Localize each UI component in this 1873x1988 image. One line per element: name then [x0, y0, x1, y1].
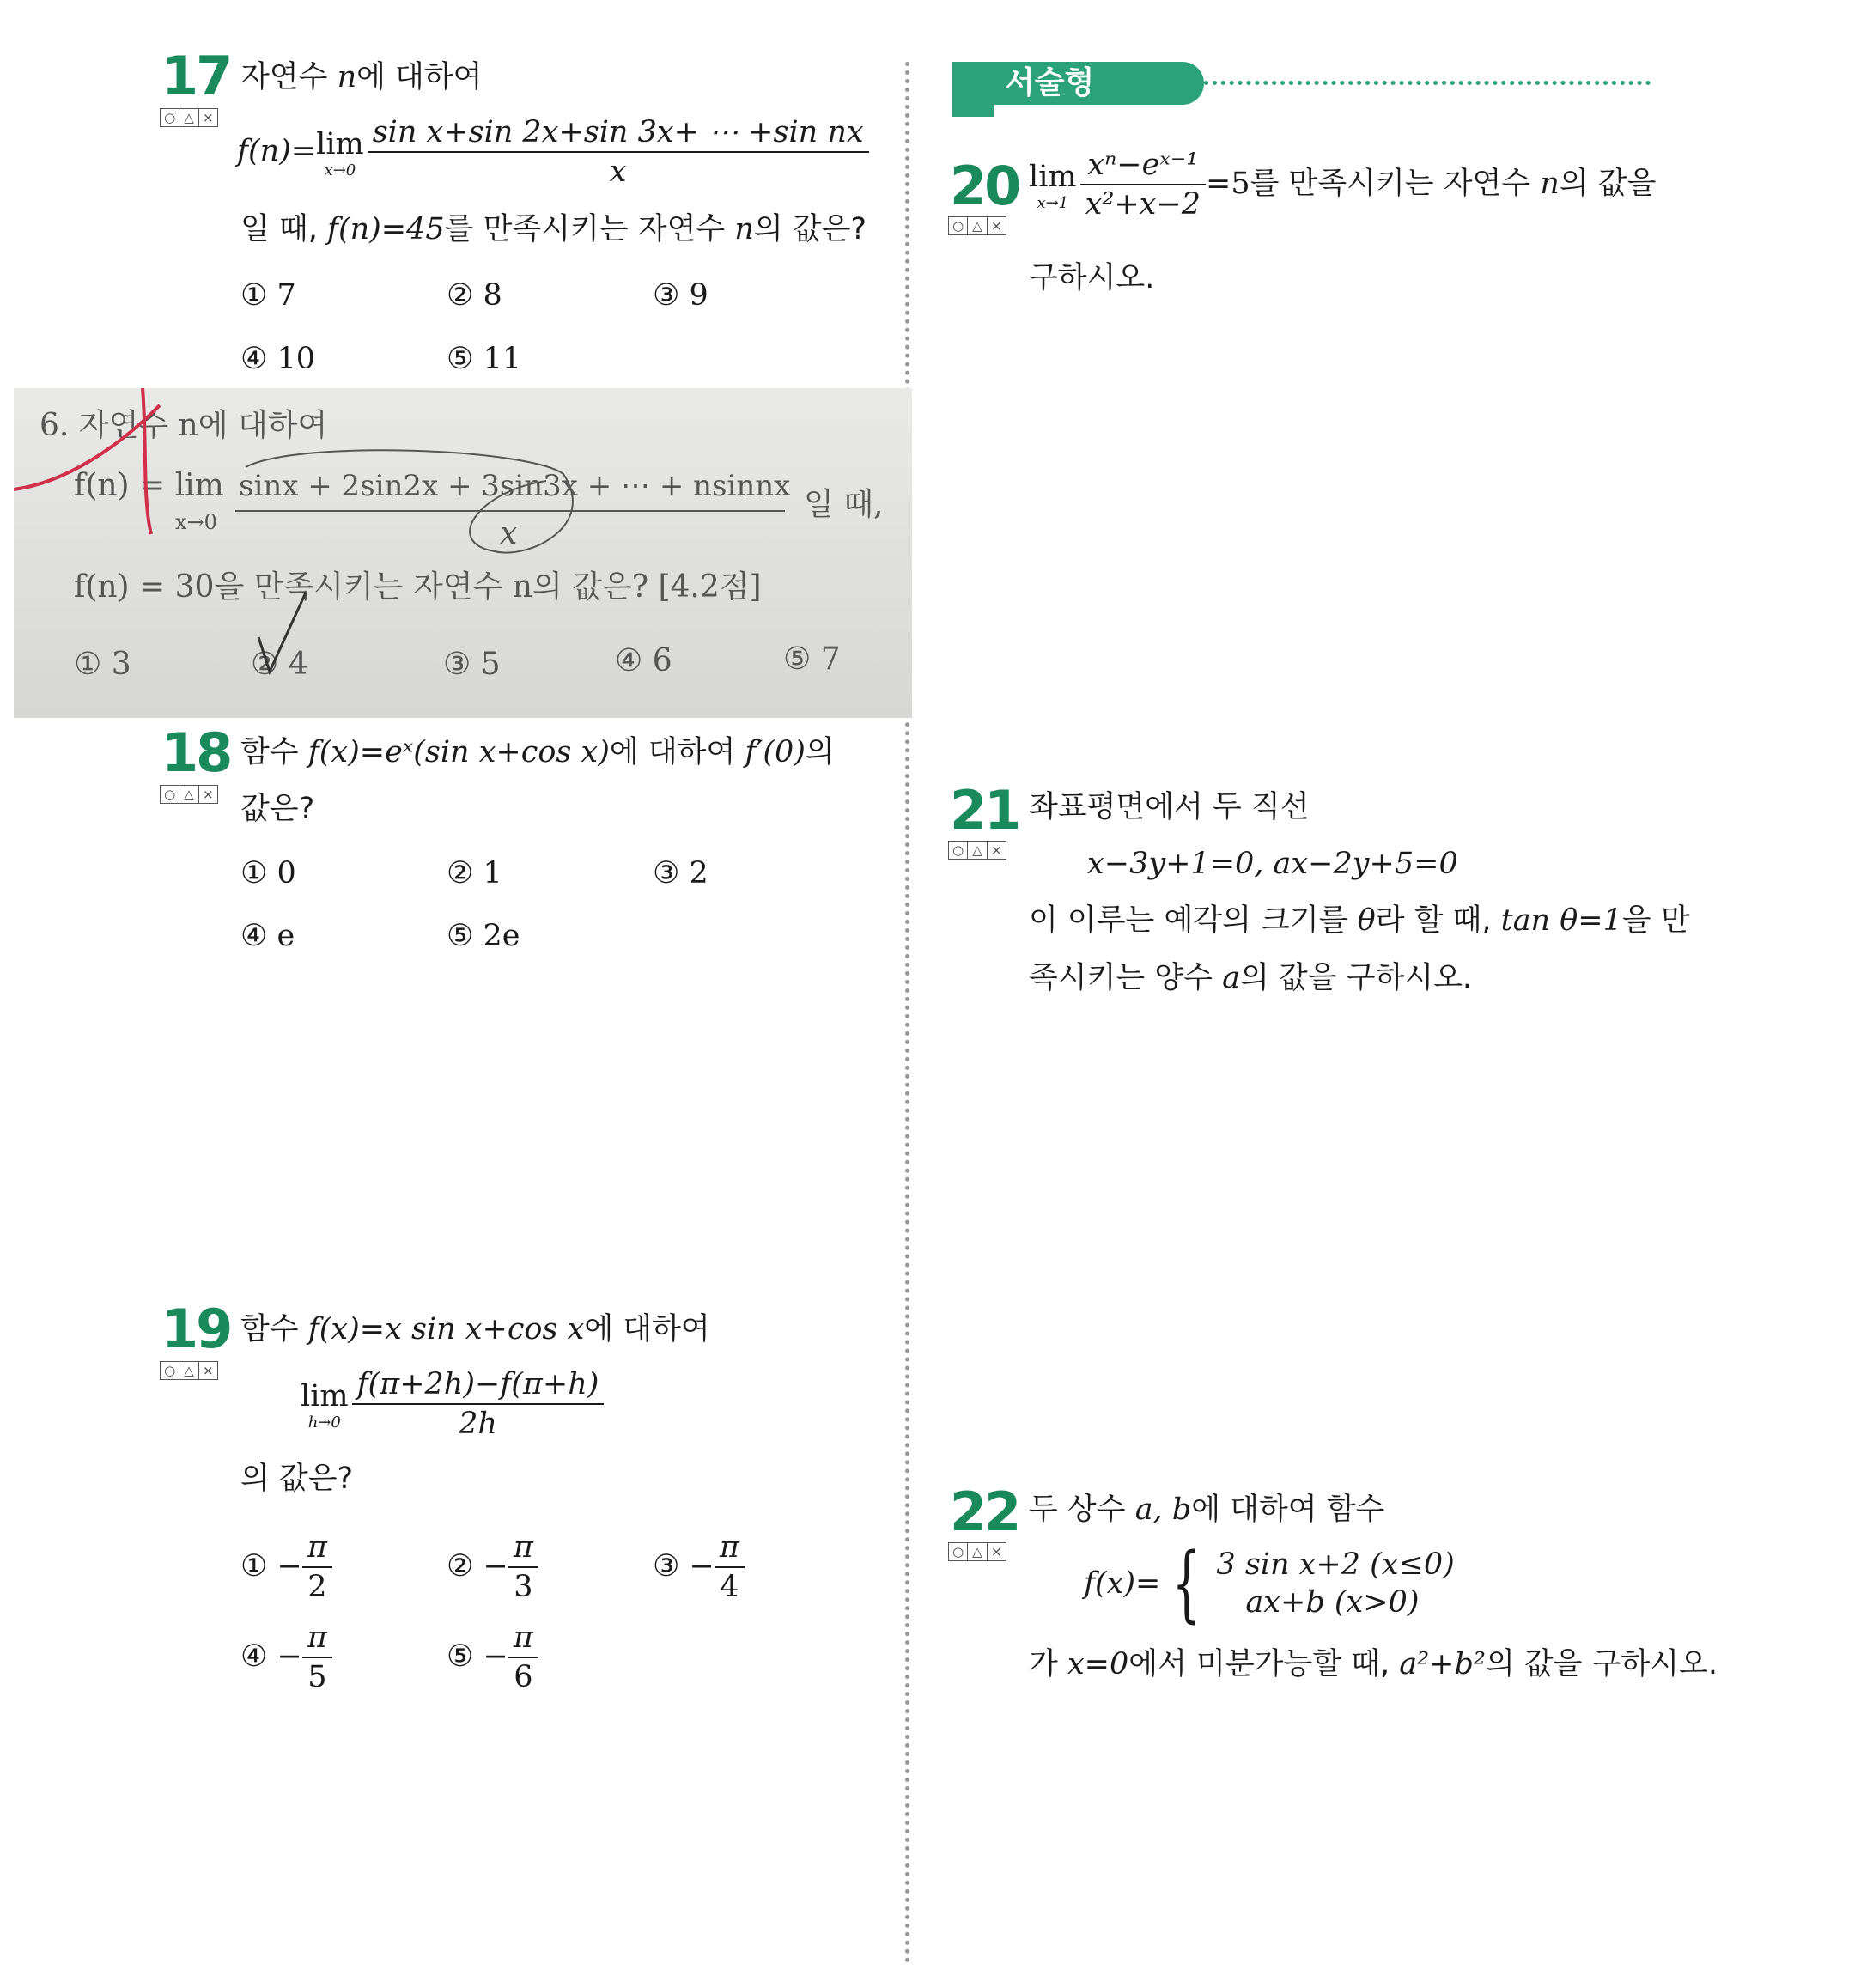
question-20-number: 20 — [950, 155, 1019, 217]
photo-of-exam-question — [14, 388, 912, 718]
column-divider — [905, 62, 909, 1964]
photo-choice-2: ② 4 — [251, 647, 308, 682]
section-header-tab-foot — [952, 105, 994, 117]
question-17-intro: 자연수 n에 대하여 — [240, 60, 483, 94]
ox-cross[interactable]: × — [991, 1544, 1002, 1559]
photo-pen-marks — [14, 388, 912, 718]
question-19-choice-3[interactable]: ③ − $\frac{\pi}{4}$ — [653, 1529, 745, 1606]
question-21-number: 21 — [950, 779, 1019, 842]
question-20-formula-line: lim x→1 $\frac{\text{xⁿ−eˣ⁻¹}}{\text{x²+x−2}}$ =5를 만족시키는 자연수 n의 값을 — [1029, 148, 1657, 222]
question-21-line-1: 좌표평면에서 두 직선 — [1029, 790, 1310, 824]
question-21-line-3: 이 이루는 예각의 크기를 θ라 할 때, tan θ=1을 만 — [1029, 903, 1690, 938]
section-header-label: 서술형 — [1005, 65, 1095, 100]
question-22-line-1: 두 상수 a, b에 대하여 함수 — [1029, 1493, 1385, 1527]
photo-choice-4: ④ 6 — [615, 643, 672, 678]
question-17-choice-2[interactable]: ② 8 — [447, 278, 502, 313]
ox-circle[interactable]: ○ — [161, 109, 179, 126]
red-cross-stroke-1 — [14, 405, 160, 489]
photo-formula: f(n) = lim — [74, 468, 224, 503]
question-20-ox-box[interactable] — [948, 216, 1006, 235]
ox-cross[interactable]: × — [991, 842, 1002, 858]
photo-numerator: sinx + 2sin2x + 3sin3x + ⋯ + nsinnx — [239, 469, 791, 503]
question-17-number: 17 — [161, 45, 231, 107]
question-18-line-1: 함수 f(x)=eˣ(sin x+cos x)에 대하여 f′(0)의 — [240, 735, 835, 769]
ox-circle[interactable]: ○ — [161, 1362, 179, 1379]
question-18-ox-box[interactable] — [160, 785, 218, 804]
question-22-piecewise: f(x)= { 3 sin x+2 (x≤0) ax+b (x>0) — [1084, 1535, 1455, 1632]
ox-cross[interactable]: × — [203, 787, 214, 802]
ox-circle[interactable]: ○ — [949, 1543, 968, 1560]
question-17-ox-box[interactable] — [160, 108, 218, 127]
photo-choice-1: ① 3 — [74, 647, 131, 682]
ox-cross[interactable]: × — [203, 1363, 214, 1378]
ox-cross[interactable]: × — [203, 110, 214, 125]
question-19-choice-1[interactable]: ① − $\frac{\pi}{2}$ — [240, 1529, 332, 1606]
ox-circle[interactable]: ○ — [949, 217, 968, 234]
question-18-choice-5[interactable]: ⑤ 2e — [447, 919, 520, 953]
left-brace: { — [1172, 1535, 1201, 1632]
question-19-ox-box[interactable] — [160, 1361, 218, 1380]
photo-choice-5: ⑤ 7 — [783, 641, 841, 677]
question-18-number: 18 — [161, 721, 231, 784]
question-22-ox-box[interactable] — [948, 1542, 1006, 1561]
photo-line-3: f(n) = 30을 만족시키는 자연수 n의 값은? [4.2점] — [74, 569, 762, 605]
ox-triangle[interactable]: △ — [179, 1362, 198, 1379]
question-19-number: 19 — [161, 1298, 231, 1360]
question-19-choice-5[interactable]: ⑤ − $\frac{\pi}{6}$ — [447, 1619, 538, 1696]
question-17-choice-5[interactable]: ⑤ 11 — [447, 342, 522, 376]
photo-line-1: 6. 자연수 n에 대하여 — [40, 408, 328, 443]
question-19-line-1: 함수 f(x)=x sin x+cos x에 대하여 — [240, 1312, 710, 1347]
question-22-line-3: 가 x=0에서 미분가능할 때, a²+b²의 값을 구하시오. — [1029, 1647, 1718, 1681]
limit-operator: lim x→1 — [1029, 160, 1077, 212]
ox-triangle[interactable]: △ — [179, 786, 198, 803]
question-21-line-equations: x−3y+1=0, ax−2y+5=0 — [1087, 847, 1458, 881]
photo-denominator: x — [500, 516, 518, 551]
question-18-line-2: 값은? — [240, 792, 315, 826]
limit-operator: lim x→0 — [316, 127, 364, 179]
question-21-line-4: 족시키는 양수 a의 값을 구하시오. — [1029, 961, 1473, 995]
ox-circle[interactable]: ○ — [161, 786, 179, 803]
red-cross-stroke-2 — [143, 388, 151, 534]
fraction: $\frac{\text{xⁿ−eˣ⁻¹}}{\text{x²+x−2}}$ — [1080, 146, 1206, 223]
question-19-choice-2[interactable]: ② − $\frac{\pi}{3}$ — [447, 1529, 538, 1606]
ox-triangle[interactable]: △ — [968, 217, 987, 234]
section-header-dotted-rule — [1204, 81, 1651, 85]
photo-lim-sub: x→0 — [175, 510, 217, 534]
ox-circle[interactable]: ○ — [949, 842, 968, 859]
ox-triangle[interactable]: △ — [968, 842, 987, 859]
question-19-formula — [301, 1365, 604, 1443]
question-20-line-2: 구하시오. — [1029, 261, 1155, 295]
question-19-line-3: 의 값은? — [240, 1462, 354, 1496]
limit-operator: lim h→0 — [301, 1379, 349, 1432]
question-17-choice-3[interactable]: ③ 9 — [653, 278, 708, 313]
fraction: $\frac{\text{sin x+sin 2x+sin 3x+ ⋯ +sin nx}}{x}$ — [368, 113, 869, 191]
question-17-choice-4[interactable]: ④ 10 — [240, 342, 316, 376]
question-18-choice-4[interactable]: ④ e — [240, 919, 295, 953]
question-17-formula: f(n)= lim x→0 $\frac{\text{sin x+sin 2x+sin 3x+ ⋯ +sin nx}}{x}$ — [237, 113, 869, 191]
ox-cross[interactable]: × — [991, 218, 1002, 234]
question-18-choice-3[interactable]: ③ 2 — [653, 856, 708, 891]
question-17-choice-1[interactable]: ① 7 — [240, 278, 296, 313]
question-19-choice-4[interactable]: ④ − $\frac{\pi}{5}$ — [240, 1619, 332, 1696]
question-18-choice-2[interactable]: ② 1 — [447, 856, 502, 891]
question-18-choice-1[interactable]: ① 0 — [240, 856, 296, 891]
question-17-condition: 일 때, f(n)=45를 만족시키는 자연수 n의 값은? — [240, 212, 867, 246]
question-21-ox-box[interactable] — [948, 841, 1006, 860]
pen-circle-mark — [246, 450, 573, 552]
photo-tail: 일 때, — [804, 487, 884, 522]
pen-check-mark — [258, 593, 306, 672]
fraction: $\frac{f(\pi+2h)-f(\pi+h)}{2h}$ — [352, 1365, 605, 1443]
ox-triangle[interactable]: △ — [968, 1543, 987, 1560]
section-header-tab — [952, 62, 1204, 105]
question-22-number: 22 — [950, 1480, 1019, 1543]
photo-choice-3: ③ 5 — [443, 647, 501, 682]
ox-triangle[interactable]: △ — [179, 109, 198, 126]
